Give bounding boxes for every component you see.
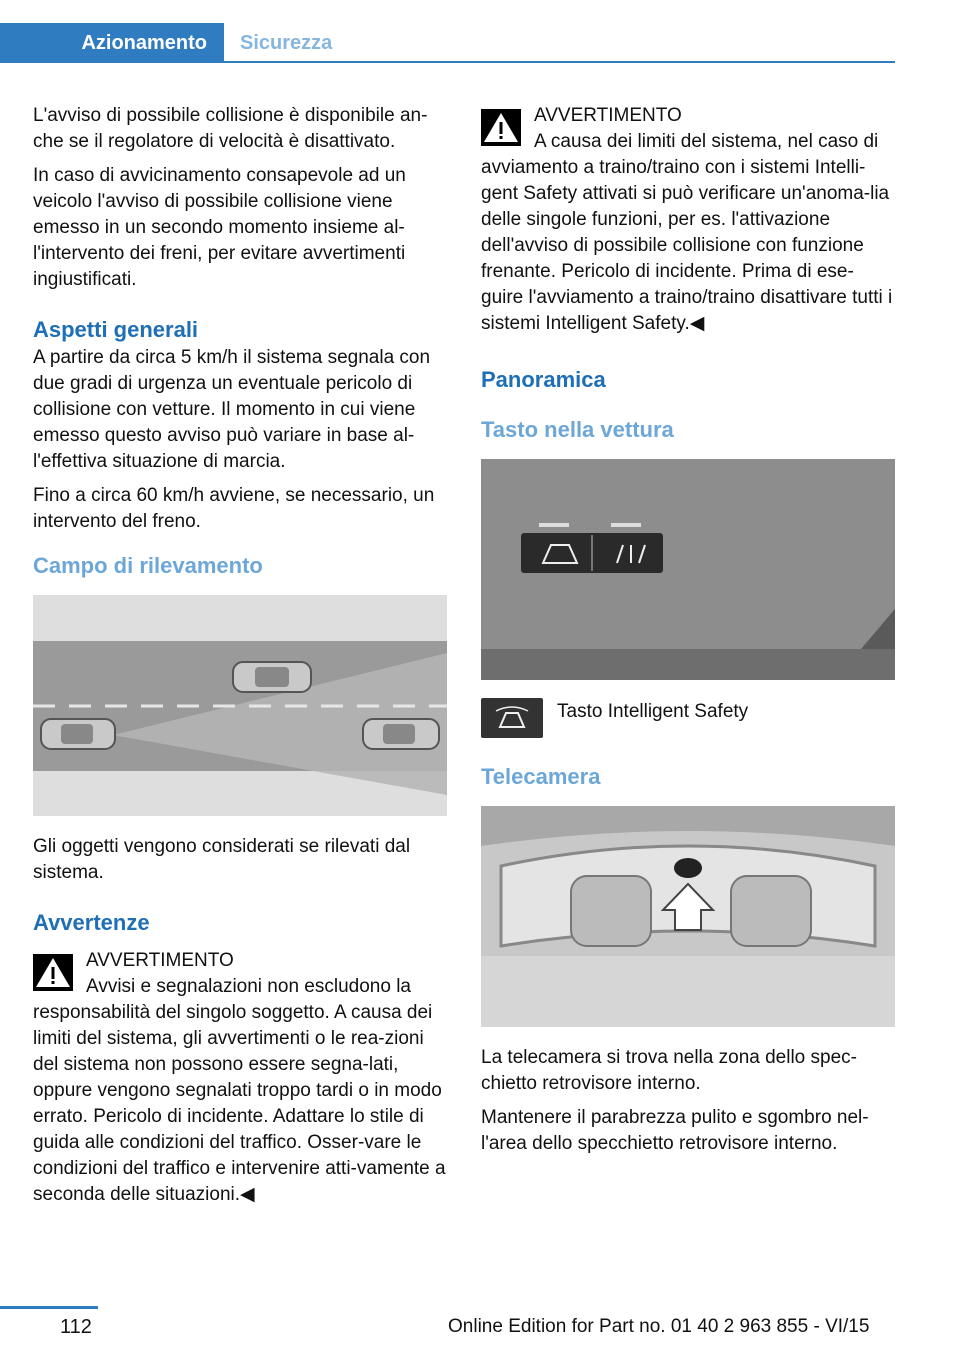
tab-azionamento[interactable]: Azionamento — [0, 23, 224, 63]
heading-campo-rilevamento: Campo di rilevamento — [33, 553, 263, 578]
warning-body: A causa dei limiti del sistema, nel caso di avviamento a traino/traino con i sistemi Intelli-gent Safety attivati si può verificare un'anoma-lia delle singole funzioni, per es. l'attivazione dell'avviso di possibile collisione con funzione frenante. Pericolo di incidente. Prima di ese-guire l'avviamento a traino/traino disattivare tutti i sistemi Intelligent Safety.◀ — [481, 131, 893, 334]
button-photo — [481, 459, 895, 680]
paragraph: La telecamera si trova nella zona dello spec-chietto retrovisore interno. — [481, 1047, 857, 1094]
heading-aspetti-generali: Aspetti generali — [33, 317, 199, 342]
warning-triangle-icon — [33, 954, 73, 991]
road-diagram — [33, 595, 447, 816]
warning-triangle-icon — [481, 109, 521, 146]
edition-note: Online Edition for Part no. 01 40 2 963 855 - VI/15 — [448, 1316, 870, 1337]
paragraph: Fino a circa 60 km/h avviene, se necessario, un intervento del freno. — [33, 485, 435, 532]
camera-photo — [481, 806, 895, 1027]
warning-body: Avvisi e segnalazioni non escludono la responsabilità del singolo soggetto. A causa dei limiti del sistema, gli avvertimenti o le rea-zioni del sistema non possono essere segna-lati, oppure vengono segnalati troppo tardi o in modo errato. Pericolo di incidente. Adattare lo stile di guida alle condizioni del traffico. Osser-vare le condizioni del traffico e intervenire atti-vamente a seconda delle situazioni.◀ — [33, 976, 446, 1205]
heading-telecamera: Telecamera — [481, 764, 601, 789]
page-number: 112 — [60, 1316, 92, 1338]
detection-range-figure — [33, 595, 447, 816]
key-caption — [481, 698, 895, 738]
warning-block — [33, 948, 448, 1208]
footer-rule — [0, 1306, 98, 1309]
heading-avvertenze: Avvertenze — [33, 910, 150, 935]
warning-title: AVVERTIMENTO — [86, 950, 234, 971]
paragraph: Gli oggetti vengono considerati se rilevati dal sistema. — [33, 836, 411, 883]
paragraph: A partire da circa 5 km/h il sistema segnala con due gradi di urgenza un eventuale pericolo di collisione con vetture. Il momento in cui viene emesso questo avviso può variare in base al-l'effettiva situazione di marcia. — [33, 347, 431, 472]
warning-block — [481, 103, 895, 337]
key-caption-text: Tasto Intelligent Safety — [557, 701, 749, 722]
paragraph: L'avviso di possibile collisione è disponibile an-che se il regolatore di velocità è disattivato. — [33, 105, 428, 152]
right-column — [481, 103, 895, 1165]
tab-sicurezza[interactable]: Sicurezza — [240, 32, 333, 54]
heading-panoramica: Panoramica — [481, 367, 606, 392]
warning-title: AVVERTIMENTO — [534, 105, 682, 126]
heading-tasto-vettura: Tasto nella vettura — [481, 417, 674, 442]
camera-icon — [674, 858, 702, 878]
left-column — [33, 103, 448, 1216]
intelligent-safety-key-icon — [481, 698, 543, 738]
paragraph: In caso di avvicinamento consapevole ad un veicolo l'avviso di possibile collisione viene emesso in un secondo momento insieme al-l'intervento dei freni, per evitare avvertimenti ingiustificati. — [33, 165, 406, 290]
paragraph: Mantenere il parabrezza pulito e sgombro nel-l'area dello specchietto retrovisore interno. — [481, 1107, 869, 1154]
